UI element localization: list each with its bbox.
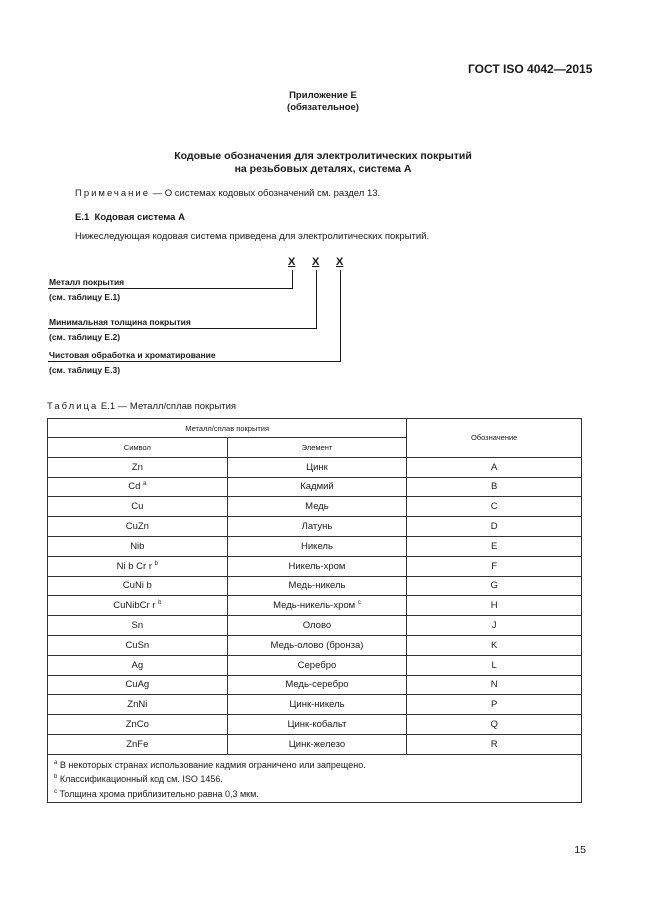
- element-cell: Латунь: [227, 517, 407, 537]
- element-cell: Никель: [227, 536, 407, 556]
- code-position-3: X: [336, 256, 344, 268]
- connector-1-vertical: [292, 270, 293, 288]
- element-cell: Кадмий: [227, 477, 407, 497]
- footnote-c: $^c$ Толщина хрома приблизительно равна 0,3 мкм.: [54, 788, 259, 799]
- symbol-cell: Zn: [48, 457, 228, 477]
- symbol-cell: CuZn: [48, 517, 228, 537]
- element-cell: Никель-хром: [227, 556, 407, 576]
- table-caption: [47, 401, 236, 412]
- table-row: [48, 655, 582, 675]
- note-label: Примечание: [75, 188, 150, 199]
- heading-line-1: Кодовые обозначения для электролитических покрытий: [174, 150, 472, 162]
- designation-cell: D: [407, 517, 582, 537]
- table-row: [48, 576, 582, 596]
- element-cell: Медь-никель: [227, 576, 407, 596]
- appendix-title: Приложение Е: [289, 90, 357, 101]
- standard-number: ГОСТ ISO 4042—2015: [468, 62, 593, 76]
- appendix-subtitle: (обязательное): [287, 102, 359, 113]
- element-header: Элемент: [227, 438, 407, 458]
- designation-cell: E: [407, 536, 582, 556]
- designation-cell: F: [407, 556, 582, 576]
- table-row: [48, 675, 582, 695]
- table-row: [48, 536, 582, 556]
- element-cell: Медь-серебро: [227, 675, 407, 695]
- designation-cell: L: [407, 655, 582, 675]
- note: [75, 188, 380, 199]
- designation-cell: P: [407, 695, 582, 715]
- diagram-label-2: Минимальная толщина покрытия: [49, 317, 191, 327]
- section-intro: Нижеследующая кодовая система приведена для электролитических покрытий.: [75, 231, 430, 242]
- symbol-cell: Cd $^a$: [48, 477, 228, 497]
- section-heading: [75, 212, 185, 223]
- table-caption-label: Таблица: [47, 401, 99, 412]
- table-row: [48, 497, 582, 517]
- table-row: [48, 556, 582, 576]
- connector-1-horizontal: [48, 288, 293, 289]
- connector-2-horizontal: [48, 328, 317, 329]
- diagram-ref-2: (см. таблицу Е.2): [49, 332, 121, 342]
- table-row: [48, 517, 582, 537]
- designation-cell: C: [407, 497, 582, 517]
- symbol-cell: Ag: [48, 655, 228, 675]
- symbol-cell: Cu: [48, 497, 228, 517]
- footnote-b: $^b$ Классификационный код см. ISO 1456.: [54, 774, 223, 785]
- section-number: Е.1: [75, 212, 90, 223]
- diagram-label-3: Чистовая обработка и хроматирование: [49, 350, 216, 360]
- symbol-cell: ZnCo: [48, 715, 228, 735]
- code-position-2: X: [312, 256, 320, 268]
- designation-cell: R: [407, 734, 582, 754]
- element-cell: Цинк-никель: [227, 695, 407, 715]
- symbol-cell: ZnNi: [48, 695, 228, 715]
- diagram-label-1: Металл покрытия: [49, 277, 125, 287]
- symbol-cell: CuSn: [48, 635, 228, 655]
- symbol-cell: CuNi b: [48, 576, 228, 596]
- diagram-ref-3: (см. таблицу Е.3): [49, 365, 121, 375]
- element-cell: Медь: [227, 497, 407, 517]
- symbol-cell: Ni b Cr r $^b$: [48, 556, 228, 576]
- element-cell: Цинк: [227, 457, 407, 477]
- table-caption-text: Е.1 — Металл/сплав покрытия: [98, 401, 237, 412]
- table-row: [48, 695, 582, 715]
- section-title: Кодовая система А: [94, 212, 185, 223]
- page-number: 15: [574, 844, 586, 856]
- table-footnotes: [48, 754, 582, 803]
- footnote-a: $^a$ В некоторых странах использование кадмия ограничено или запрещено.: [54, 759, 366, 770]
- designation-cell: B: [407, 477, 582, 497]
- table-row: [48, 715, 582, 735]
- table-row: [48, 457, 582, 477]
- element-cell: Серебро: [227, 655, 407, 675]
- table-row: [48, 477, 582, 497]
- note-text: — О системах кодовых обозначений см. раздел 13.: [150, 188, 381, 199]
- symbol-cell: CuAg: [48, 675, 228, 695]
- table-row: [48, 596, 582, 616]
- code-position-1: X: [288, 256, 296, 268]
- designation-cell: K: [407, 635, 582, 655]
- table-row: [48, 635, 582, 655]
- coating-metal-table: [47, 418, 582, 803]
- symbol-header: Символ: [48, 438, 228, 458]
- connector-2-vertical: [316, 270, 317, 328]
- designation-cell: N: [407, 675, 582, 695]
- designation-cell: A: [407, 457, 582, 477]
- table-row: [48, 616, 582, 636]
- element-cell: Медь-никель-хром $^c$: [227, 596, 407, 616]
- symbol-cell: ZnFe: [48, 734, 228, 754]
- designation-cell: G: [407, 576, 582, 596]
- element-cell: Медь-олово (бронза): [227, 635, 407, 655]
- connector-3-horizontal: [48, 361, 341, 362]
- symbol-cell: Sn: [48, 616, 228, 636]
- designation-cell: H: [407, 596, 582, 616]
- heading-line-2: на резьбовых деталях, система А: [234, 163, 412, 175]
- connector-3-vertical: [340, 270, 341, 361]
- element-cell: Цинк-кобальт: [227, 715, 407, 735]
- symbol-cell: Nib: [48, 536, 228, 556]
- element-cell: Олово: [227, 616, 407, 636]
- designation-cell: J: [407, 616, 582, 636]
- element-cell: Цинк-железо: [227, 734, 407, 754]
- symbol-cell: CuNibCr r $^b$: [48, 596, 228, 616]
- diagram-ref-1: (см. таблицу Е.1): [49, 292, 121, 302]
- table-row: [48, 734, 582, 754]
- designation-cell: Q: [407, 715, 582, 735]
- group-header: Металл/сплав покрытия: [48, 419, 407, 438]
- designation-header: Обозначение: [407, 419, 582, 458]
